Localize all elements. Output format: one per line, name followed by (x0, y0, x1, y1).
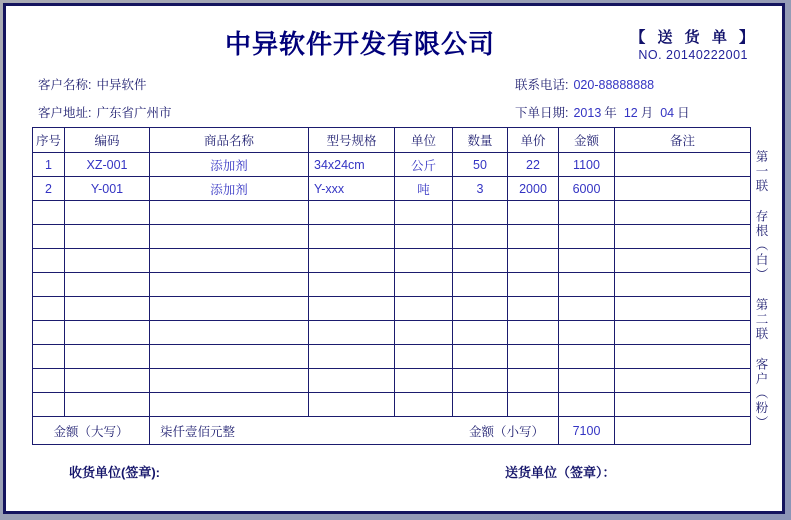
order-date-month: 12 (623, 106, 638, 120)
table-empty-cell (615, 321, 751, 345)
table-empty-cell (65, 369, 150, 393)
table-empty-cell (33, 393, 65, 417)
table-empty-cell (559, 393, 615, 417)
table-empty-cell (65, 225, 150, 249)
table-empty-cell (150, 297, 309, 321)
table-empty-cell (150, 273, 309, 297)
table-empty-cell (65, 393, 150, 417)
table-empty-cell (65, 321, 150, 345)
table-cell: 1 (33, 153, 65, 177)
table-footer-row (33, 417, 751, 445)
table-empty-cell (395, 345, 453, 369)
table-empty-cell (395, 393, 453, 417)
table-empty-cell (559, 345, 615, 369)
table-cell: 22 (508, 153, 559, 177)
table-empty-cell (559, 369, 615, 393)
table-empty-cell (33, 273, 65, 297)
doc-number: NO. 20140222001 (638, 48, 748, 62)
table-empty-cell (309, 249, 395, 273)
table-empty-cell (150, 393, 309, 417)
table-row (33, 153, 751, 177)
table-empty-cell (559, 249, 615, 273)
items-table-body (33, 128, 751, 445)
table-empty-cell (65, 273, 150, 297)
table-empty-cell (33, 321, 65, 345)
table-cell: 吨 (395, 177, 453, 201)
table-empty-cell (309, 393, 395, 417)
amount-figures-label: 金额（小写） (468, 424, 544, 439)
table-empty-cell (395, 225, 453, 249)
table-empty-cell (150, 225, 309, 249)
deliverer-signature-label: 送货单位（签章）： (505, 465, 616, 480)
table-empty-cell (395, 321, 453, 345)
table-cell (615, 153, 751, 177)
table-empty-cell (395, 369, 453, 393)
table-empty-cell (33, 225, 65, 249)
table-empty-cell (615, 393, 751, 417)
company-title: 中异软件开发有限公司 (224, 29, 495, 59)
table-header-cell: 编码 (65, 128, 150, 153)
table-empty-cell (309, 369, 395, 393)
table-empty-cell (453, 201, 508, 225)
table-empty-cell (615, 273, 751, 297)
table-empty-cell (150, 201, 309, 225)
table-empty-cell (508, 321, 559, 345)
table-header-cell: 商品名称 (150, 128, 309, 153)
phone-label: 联系电话: (515, 78, 569, 92)
phone-row (515, 75, 654, 93)
table-cell: 6000 (559, 177, 615, 201)
table-empty-cell (150, 369, 309, 393)
table-empty-cell (508, 201, 559, 225)
table-cell (615, 177, 751, 201)
order-date-month-unit: 月 (640, 106, 654, 120)
receiver-signature-label: 收货单位(签章): (69, 465, 160, 480)
table-empty-cell (33, 297, 65, 321)
table-empty-cell (453, 273, 508, 297)
table-empty-cell (309, 273, 395, 297)
table-header-cell: 备注 (615, 128, 751, 153)
order-date-row (515, 103, 692, 121)
table-empty-row (33, 345, 751, 369)
table-empty-cell (615, 297, 751, 321)
customer-address-row (38, 103, 172, 121)
table-empty-cell (395, 273, 453, 297)
table-header-cell: 数量 (453, 128, 508, 153)
table-empty-cell (615, 249, 751, 273)
table-header-cell: 单位 (395, 128, 453, 153)
customer-address-value: 广东省广州市 (96, 106, 172, 120)
table-empty-cell (453, 321, 508, 345)
table-empty-cell (453, 225, 508, 249)
table-empty-cell (559, 225, 615, 249)
table-empty-cell (309, 321, 395, 345)
table-empty-cell (309, 345, 395, 369)
table-empty-row (33, 201, 751, 225)
table-empty-row (33, 225, 751, 249)
table-empty-cell (453, 393, 508, 417)
table-empty-cell (508, 249, 559, 273)
order-date-label: 下单日期: (515, 106, 569, 120)
items-table (32, 127, 751, 445)
table-empty-cell (559, 273, 615, 297)
table-empty-row (33, 273, 751, 297)
doc-type-label: 【 送 货 单 】 (630, 29, 758, 46)
order-date-day-unit: 日 (677, 106, 690, 120)
table-empty-cell (508, 369, 559, 393)
table-empty-cell (453, 297, 508, 321)
table-empty-cell (559, 297, 615, 321)
table-empty-cell (395, 249, 453, 273)
table-empty-cell (559, 201, 615, 225)
table-empty-cell (508, 393, 559, 417)
table-empty-cell (508, 345, 559, 369)
table-empty-cell (65, 345, 150, 369)
table-cell: 添加剂 (150, 177, 309, 201)
table-cell: XZ-001 (65, 153, 150, 177)
table-cell: 1100 (559, 153, 615, 177)
table-empty-cell (33, 249, 65, 273)
table-empty-cell (395, 297, 453, 321)
table-header-row (33, 128, 751, 153)
table-empty-cell (65, 249, 150, 273)
footer-remark-cell (615, 417, 751, 445)
table-empty-cell (150, 321, 309, 345)
customer-name-label: 客户名称: (38, 78, 92, 92)
table-empty-cell (33, 201, 65, 225)
table-empty-row (33, 369, 751, 393)
table-empty-cell (309, 297, 395, 321)
amount-figures-value: 7100 (559, 417, 615, 445)
order-date-year: 2013 (573, 106, 602, 120)
table-empty-cell (33, 345, 65, 369)
customer-name-row (38, 75, 147, 93)
amount-words-label: 金额（大写） (33, 417, 150, 445)
table-empty-cell (150, 249, 309, 273)
table-empty-cell (615, 225, 751, 249)
copy-designation-text: 第一联 存根（白） 第二联 客户（粉） (754, 150, 768, 430)
table-header-cell: 型号规格 (309, 128, 395, 153)
table-empty-cell (508, 273, 559, 297)
table-cell: 2000 (508, 177, 559, 201)
table-empty-cell (33, 369, 65, 393)
table-empty-row (33, 393, 751, 417)
table-empty-cell (615, 345, 751, 369)
table-empty-cell (559, 321, 615, 345)
amount-words-value: 柒仟壹佰元整 (160, 424, 236, 439)
table-empty-cell (615, 201, 751, 225)
table-row (33, 177, 751, 201)
table-header-cell: 单价 (508, 128, 559, 153)
table-cell: 34x24cm (309, 153, 395, 177)
table-cell: Y-xxx (309, 177, 395, 201)
phone-value: 020-88888888 (573, 78, 655, 92)
amount-words-flex (152, 422, 556, 440)
table-cell: 3 (453, 177, 508, 201)
table-empty-cell (508, 225, 559, 249)
table-cell: 公斤 (395, 153, 453, 177)
table-empty-cell (65, 297, 150, 321)
table-empty-cell (453, 345, 508, 369)
table-empty-cell (309, 225, 395, 249)
customer-address-label: 客户地址: (38, 106, 92, 120)
table-cell: 2 (33, 177, 65, 201)
table-cell: 添加剂 (150, 153, 309, 177)
table-header-cell: 序号 (33, 128, 65, 153)
table-empty-cell (615, 369, 751, 393)
table-empty-row (33, 249, 751, 273)
order-date-year-unit: 年 (604, 106, 617, 120)
table-empty-cell (453, 249, 508, 273)
table-empty-cell (309, 201, 395, 225)
customer-name-value: 中异软件 (96, 78, 147, 92)
table-cell: Y-001 (65, 177, 150, 201)
table-cell: 50 (453, 153, 508, 177)
table-empty-cell (150, 345, 309, 369)
table-empty-cell (65, 201, 150, 225)
table-empty-cell (395, 201, 453, 225)
table-empty-cell (453, 369, 508, 393)
table-empty-cell (508, 297, 559, 321)
amount-words-cell (150, 417, 559, 445)
table-empty-row (33, 297, 751, 321)
order-date-day: 04 (660, 106, 675, 120)
table-header-cell: 金额 (559, 128, 615, 153)
table-empty-row (33, 321, 751, 345)
